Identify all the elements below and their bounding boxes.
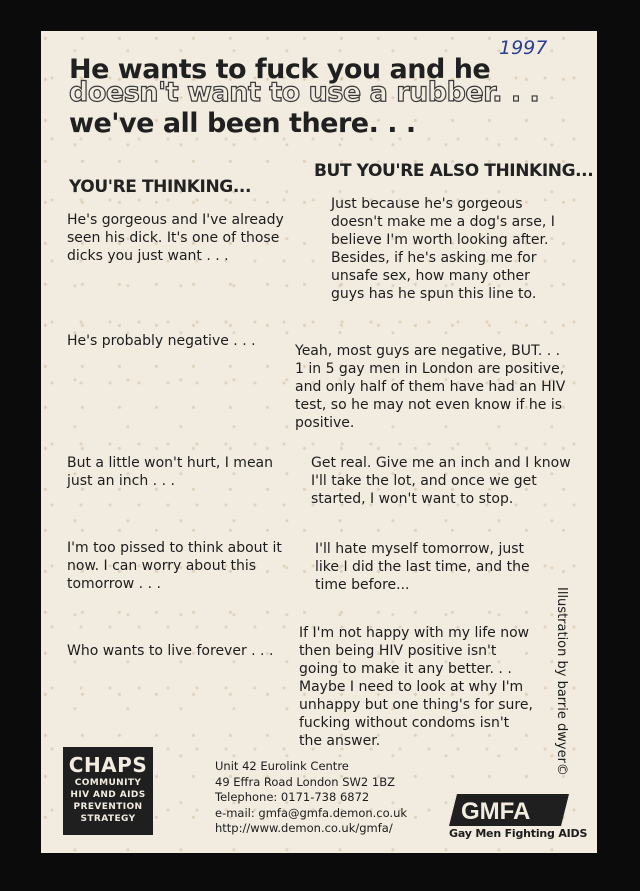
illustration-credit [549,587,569,787]
text-line: Get real. Give me an inch and I know [311,455,571,471]
left-column-heading: YOU'RE THINKING... [69,177,252,197]
text-line: now. I can worry about this [67,558,257,574]
text-line: then being HIV positive isn't [299,643,497,659]
thinking-item [67,332,256,350]
text-line: Besides, if he's asking me for [331,250,537,266]
text-line: test, so he may not even know if he is [295,397,563,413]
thinking-item [67,211,284,265]
text-line: He's probably negative . . . [67,333,256,349]
email-link[interactable]: e-mail: gmfa@gmfa.demon.co.uk [215,805,408,820]
text-line: Yeah, most guys are negative, BUT. . . [295,343,561,359]
thinking-item [67,454,273,490]
handwritten-year: 1997 [499,37,548,59]
text-line: If I'm not happy with my life now [299,625,530,641]
chaps-line: STRATEGY [80,814,136,824]
illustration-credit-text: Illustration by barrie dwyer© [554,587,569,776]
text-line: like I did the last time, and the [315,559,530,575]
text-line: the answer. [299,733,381,749]
chaps-line: COMMUNITY [74,778,142,788]
text-line: I'll hate myself tomorrow, just [315,541,524,557]
address-line: 49 Effra Road London SW2 1BZ [215,774,395,789]
chaps-title: CHAPS [68,753,148,777]
text-line: going to make it any better. . . [299,661,512,677]
right-column-heading: BUT YOU'RE ALSO THINKING... [314,161,594,181]
text-line: I'll take the lot, and once we get [311,473,537,489]
text-line: started, I won't want to stop. [311,491,514,507]
gmfa-tagline: Gay Men Fighting AIDS [449,827,588,840]
thinking-item [67,539,282,593]
text-line: unhappy but one thing's for sure, [299,697,533,713]
leaflet-card [41,31,597,853]
text-line: He's gorgeous and I've already [67,212,284,228]
headline-line-1: He wants to fuck you and he [69,54,491,85]
contact-address [215,759,407,837]
text-line: But a little won't hurt, I mean [67,455,274,471]
text-line: positive. [295,415,355,431]
also-thinking-item [315,540,530,594]
text-line: Maybe I need to look at why I'm [299,679,524,695]
chaps-line: PREVENTION [73,802,143,812]
text-line: 1 in 5 gay men in London are positive, [295,361,565,377]
text-line: time before... [315,577,410,593]
text-line: just an inch . . . [67,473,175,489]
address-line: Telephone: 0171-738 6872 [215,790,370,804]
chaps-logo [63,747,153,835]
chaps-line: HIV AND AIDS [70,790,146,800]
text-line: and only half of them have had an HIV [295,379,566,395]
also-thinking-item [331,195,555,303]
text-line: tomorrow . . . [67,576,161,592]
text-line: guys has he spun this line to. [331,286,537,302]
text-line: Just because he's gorgeous [331,196,523,212]
text-line: seen his dick. It's one of those [67,230,280,246]
also-thinking-item [299,624,533,750]
also-thinking-item [295,342,565,432]
headline-line-2-outline: doesn't want to use a rubber. . . [69,77,540,108]
text-line: fucking without condoms isn't [299,715,510,731]
text-line: unsafe sex, how many other [331,268,530,284]
text-line: doesn't make me a dog's arse, I [331,214,555,230]
text-line: I'm too pissed to think about it [67,540,282,556]
headline-line-3: we've all been there. . . [69,108,416,139]
address-line: Unit 42 Eurolink Centre [215,759,349,773]
also-thinking-item [311,454,571,508]
text-line: believe I'm worth looking after. [331,232,549,248]
text-line: dicks you just want . . . [67,248,229,264]
gmfa-logo [449,794,569,826]
website-link[interactable]: http://www.demon.co.uk/gmfa/ [215,821,393,835]
gmfa-logo-text: GMFA [461,798,531,825]
thinking-item [67,642,273,660]
text-line: Who wants to live forever . . . [67,643,274,659]
